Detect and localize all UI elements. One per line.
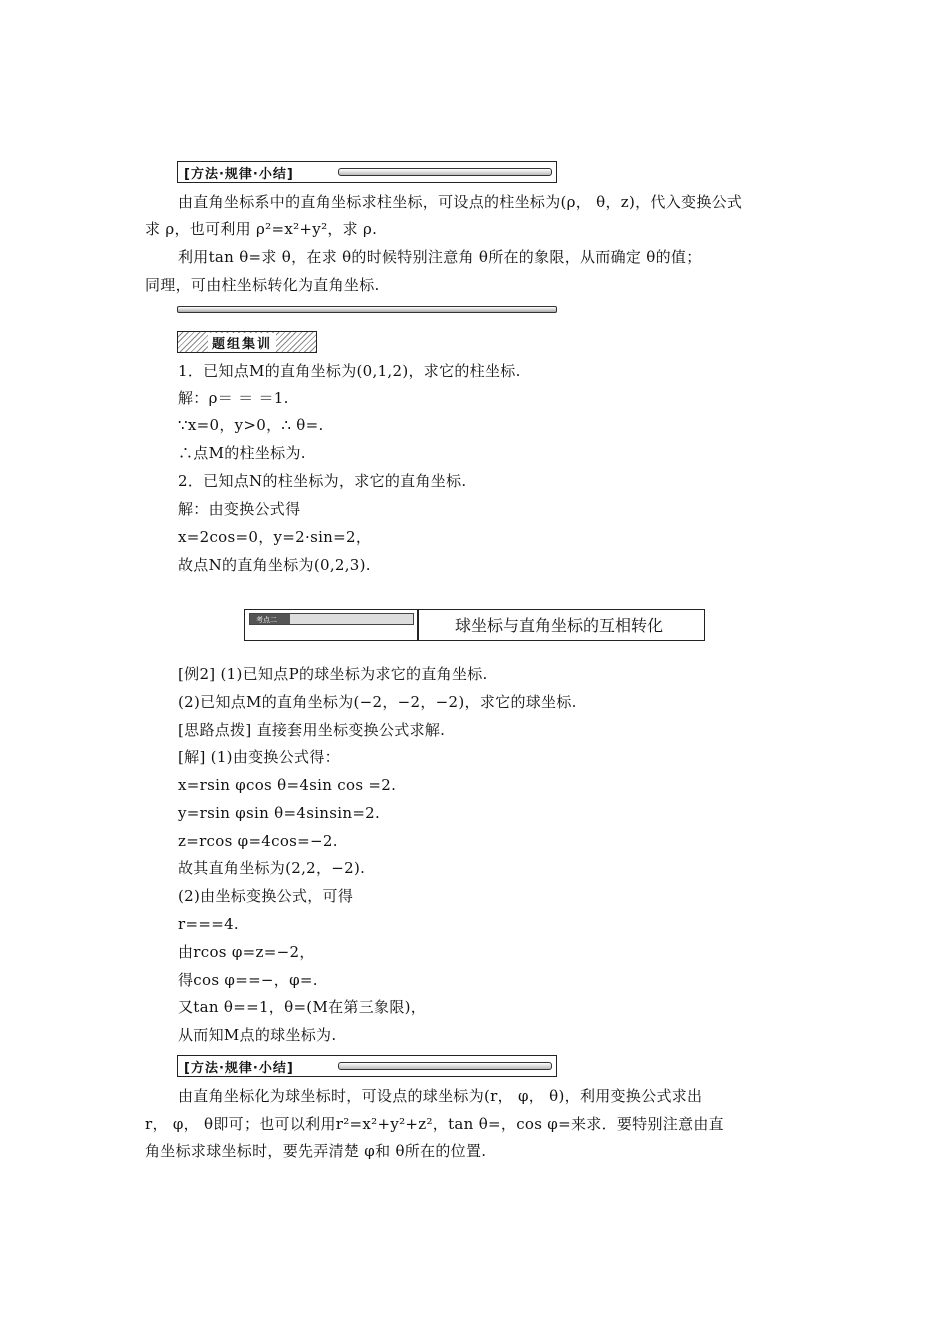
example-line: (2)已知点M的直角坐标为(−2，−2，−2)，求它的球坐标.	[178, 693, 577, 711]
banner-label: 题组集训	[208, 333, 276, 352]
paragraph-line: 角坐标求球坐标时，要先弄清楚 φ和 θ所在的位置.	[145, 1142, 487, 1160]
example-line: x=rsin φcos θ=4sin cos =2.	[178, 776, 397, 794]
example-line: 又tan θ==1，θ=(M在第三象限)，	[178, 998, 427, 1016]
paragraph-line: r， φ， θ即可；也可以利用r²=x²+y²+z²，tan θ=，cos φ=来求．要特别注意由直	[145, 1115, 724, 1133]
kaodian-header	[244, 609, 705, 641]
example-line: 故其直角坐标为(2,2，−2).	[178, 859, 366, 877]
exercise-line: 解：ρ＝ ＝ ＝1.	[178, 389, 289, 407]
exercise-line: 2．已知点N的柱坐标为，求它的直角坐标.	[178, 472, 467, 490]
example-line: [思路点拨] 直接套用坐标变换公式求解.	[178, 721, 446, 739]
method-summary-banner-2	[177, 1055, 557, 1077]
kaodian-title: 球坐标与直角坐标的互相转化	[455, 616, 664, 635]
paragraph-line: 由直角坐标系中的直角坐标求柱坐标，可设点的柱坐标为(ρ， θ，z)，代入变换公式	[178, 193, 743, 211]
banner-decoration	[338, 168, 552, 176]
exercise-line: ∴点M的柱坐标为.	[178, 444, 306, 462]
example-line: r===4.	[178, 915, 239, 933]
example-line: [例2] (1)已知点P的球坐标为求它的直角坐标.	[178, 665, 488, 683]
example-line: 得cos φ==−，φ=.	[178, 971, 318, 989]
exercise-line: x=2cos=0，y=2·sin=2，	[178, 528, 372, 546]
group-training-banner	[177, 331, 317, 353]
exercise-line: 1．已知点M的直角坐标为(0,1,2)，求它的柱坐标.	[178, 362, 521, 380]
exercise-line: ∵x=0，y>0，∴ θ=.	[178, 416, 324, 434]
banner-label: [方法·规律·小结]	[184, 1061, 294, 1076]
kaodian-label-bar	[249, 613, 414, 625]
example-line: 由rcos φ=z=−2，	[178, 943, 315, 961]
method-summary-banner-1	[177, 161, 557, 183]
example-line: (2)由坐标变换公式，可得	[178, 887, 354, 905]
exercise-line: 故点N的直角坐标为(0,2,3).	[178, 556, 371, 574]
paragraph-line: 求 ρ，也可利用 ρ²=x²+y²，求 ρ.	[145, 220, 378, 238]
paragraph-line: 利用tan θ=求 θ，在求 θ的时候特别注意角 θ所在的象限，从而确定 θ的值；	[178, 248, 702, 266]
exercise-line: 解：由变换公式得	[178, 500, 301, 518]
paragraph-line: 由直角坐标化为球坐标时，可设点的球坐标为(r， φ， θ)，利用变换公式求出	[178, 1087, 703, 1105]
divider	[417, 610, 419, 640]
example-line: 从而知M点的球坐标为.	[178, 1026, 337, 1044]
section-end-bar-1	[177, 306, 557, 313]
example-line: [解] (1)由变换公式得：	[178, 748, 340, 766]
example-line: z=rcos φ=4cos=−2.	[178, 832, 338, 850]
example-line: y=rsin φsin θ=4sinsin=2.	[178, 804, 381, 822]
paragraph-line: 同理，可由柱坐标转化为直角坐标.	[145, 276, 380, 294]
banner-label: [方法·规律·小结]	[184, 167, 294, 182]
kaodian-label: 考点二	[256, 616, 277, 624]
banner-decoration	[338, 1062, 552, 1070]
